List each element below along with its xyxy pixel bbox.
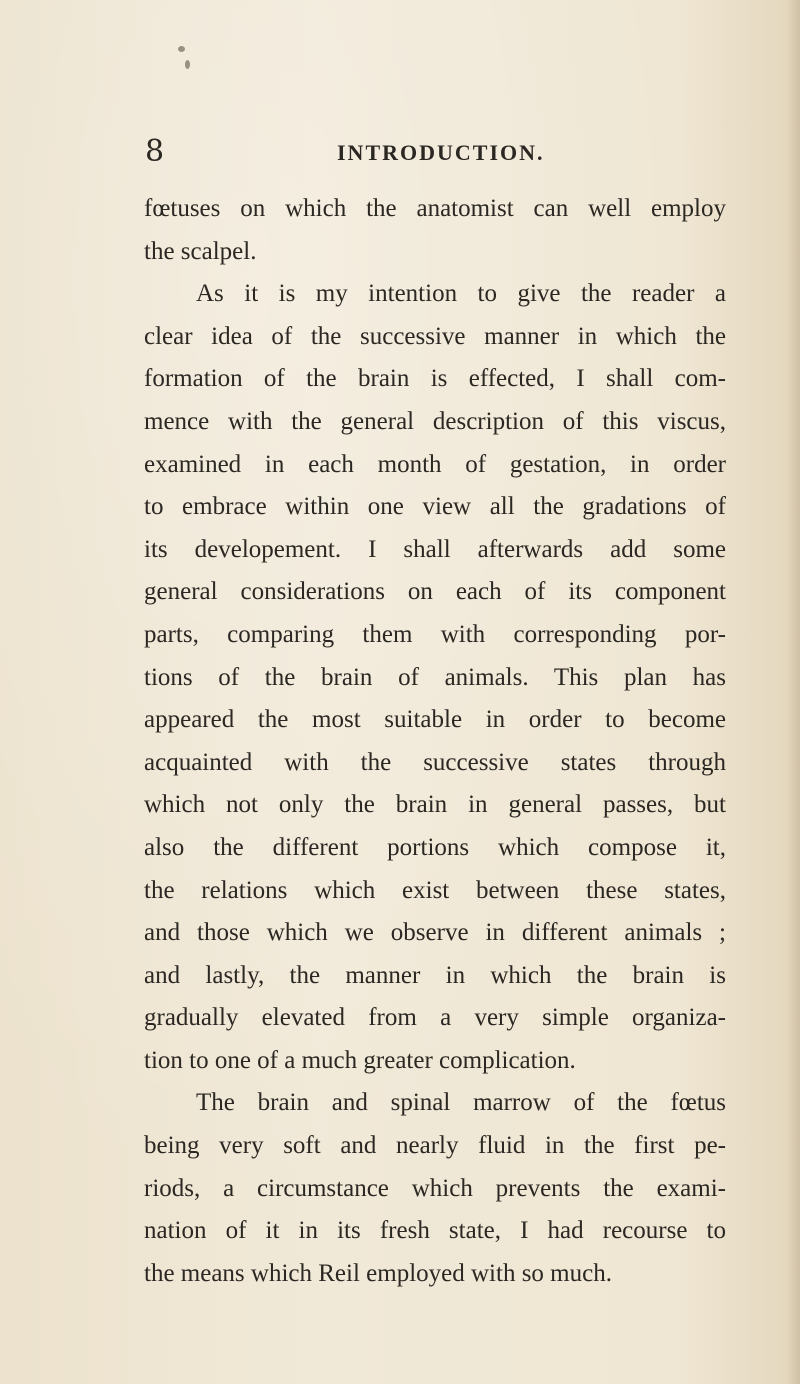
running-head [145, 132, 725, 172]
text-line: gradually elevated from a very simple organiza- [144, 1004, 726, 1032]
text-line: and lastly, the manner in which the brain is [144, 961, 726, 989]
text-line: appeared the most suitable in order to become [144, 706, 726, 734]
text-line: and those which we observe in different animals ; [144, 919, 726, 947]
paper-speck [185, 60, 190, 69]
text-line: fœtuses on which the anatomist can well employ [144, 195, 726, 222]
text-line: the scalpel. [144, 237, 257, 265]
page-number: 8 [145, 134, 165, 169]
text-line: general considerations on each of its component [144, 578, 726, 606]
text-line: parts, comparing them with corresponding por- [144, 620, 726, 648]
text-line: riods, a circumstance which prevents the exami- [144, 1174, 726, 1202]
text-line: acquainted with the successive states through [144, 748, 726, 776]
text-line: mence with the general description of this viscus, [144, 407, 726, 435]
text-line: also the different portions which compose it, [144, 833, 726, 861]
text-line: being very soft and nearly fluid in the first pe- [144, 1132, 726, 1160]
text-line: tions of the brain of animals. This plan has [144, 663, 726, 691]
text-line: The brain and spinal marrow of the fœtus [196, 1089, 726, 1117]
body-text [144, 188, 726, 1295]
text-line: to embrace within one view all the gradations of [144, 493, 726, 521]
text-line: examined in each month of gestation, in order [144, 450, 726, 478]
running-title: INTRODUCTION. [337, 140, 545, 165]
text-line: the relations which exist between these states, [144, 876, 726, 904]
text-line: nation of it in its fresh state, I had recourse to [144, 1217, 726, 1245]
paper-speck [178, 46, 185, 52]
text-line: As it is my intention to give the reader a [196, 280, 726, 308]
text-line: which not only the brain in general passes, but [144, 791, 726, 819]
text-line: clear idea of the successive manner in which the [144, 322, 726, 350]
text-line: the means which Reil employed with so much. [144, 1259, 612, 1287]
text-line: formation of the brain is effected, I shall com- [144, 365, 726, 393]
text-line: tion to one of a much greater complication. [144, 1046, 576, 1074]
text-line: its developement. I shall afterwards add some [144, 535, 726, 563]
